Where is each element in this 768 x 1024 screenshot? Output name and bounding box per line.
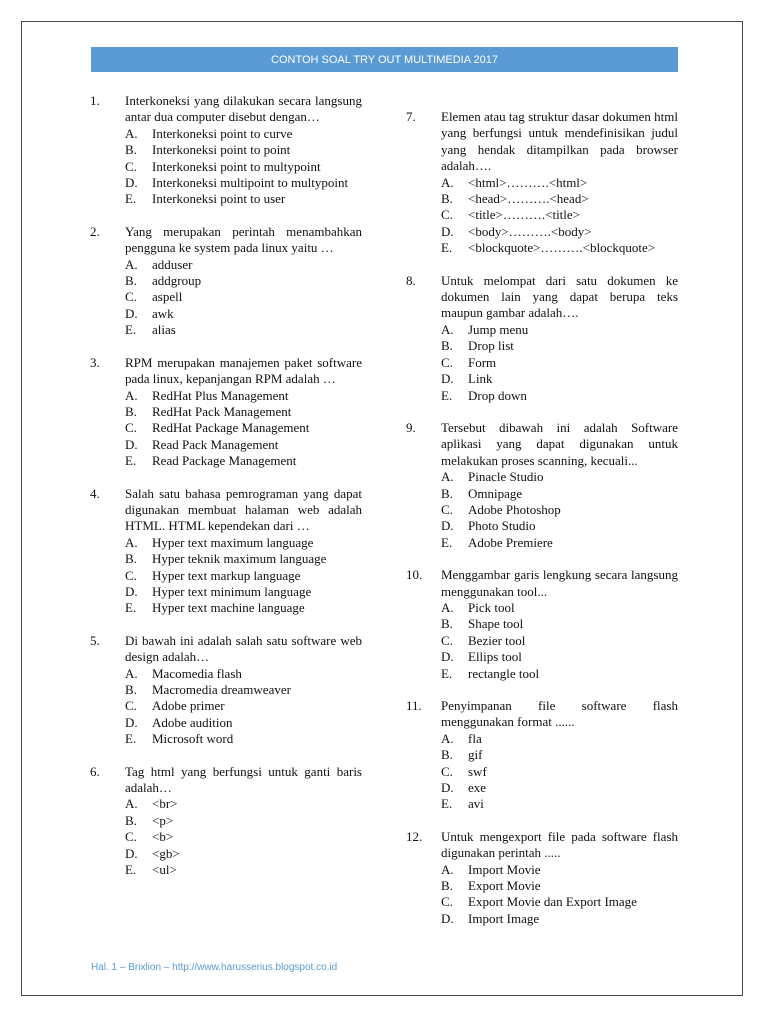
option-letter: D. [441, 780, 454, 796]
option-text: RedHat Pack Management [152, 403, 292, 419]
question-text: Untuk melompat dari satu dokumen ke dokumen lain yang dapat berupa teks maupun gambar adalah…. [441, 272, 678, 321]
question-text: Menggambar garis lengkung secara langsung menggunakan tool... [441, 567, 678, 599]
option-item [125, 191, 362, 207]
option-text: addgroup [152, 273, 202, 289]
option-letter: B. [125, 682, 137, 697]
option-item [441, 878, 678, 894]
option-text: <blockquote>……….<blockquote> [468, 240, 656, 256]
option-text: Interkoneksi multipoint to multypoint [152, 175, 349, 191]
option-item [441, 616, 678, 632]
option-letter: A. [441, 469, 454, 485]
option-text: Omnipage [468, 485, 523, 501]
question-number: 6. [90, 763, 100, 779]
option-item [125, 796, 362, 812]
option-letter: E. [125, 453, 137, 469]
option-letter: E. [125, 322, 137, 338]
option-item [441, 338, 678, 354]
options-list [441, 600, 678, 682]
option-item [125, 126, 362, 142]
question-5 [90, 633, 362, 748]
question-text: Yang merupakan perintah menambahkan pengguna ke system pada linux yaitu … [125, 223, 362, 256]
option-item [125, 388, 362, 404]
option-text: <b> [152, 829, 174, 845]
question-8 [406, 273, 678, 404]
option-item [441, 388, 678, 404]
question-number: 4. [90, 485, 100, 501]
option-item [441, 894, 678, 910]
option-item [125, 175, 362, 191]
option-letter: D. [441, 649, 454, 665]
option-letter: A. [125, 387, 138, 403]
option-item [441, 486, 678, 502]
question-number: 9. [406, 419, 416, 435]
option-letter: D. [125, 583, 138, 599]
option-item [125, 731, 362, 747]
options-list [125, 535, 362, 617]
option-text: <gb> [152, 845, 180, 861]
option-text: Macromedia dreamweaver [152, 682, 291, 697]
options-list [441, 469, 678, 551]
option-letter: A. [441, 174, 454, 190]
option-item [125, 666, 362, 682]
option-letter: B. [125, 551, 137, 567]
option-text: Pick tool [468, 599, 515, 615]
option-letter: A. [125, 125, 138, 141]
option-item [441, 796, 678, 812]
option-text: RedHat Package Management [152, 420, 310, 436]
option-letter: B. [125, 273, 137, 289]
option-text: Ellips tool [468, 649, 522, 665]
option-item [125, 682, 362, 698]
option-letter: C. [125, 420, 137, 436]
option-letter: B. [441, 616, 453, 632]
question-2 [90, 224, 362, 339]
option-letter: E. [125, 862, 137, 878]
option-text: avi [468, 796, 484, 812]
options-list [125, 666, 362, 748]
option-text: Shape tool [468, 616, 524, 632]
option-item [125, 715, 362, 731]
option-text: aspell [152, 289, 183, 305]
option-letter: C. [125, 567, 137, 583]
question-number: 7. [406, 109, 416, 124]
option-item [125, 584, 362, 600]
option-text: Import Image [468, 910, 540, 926]
option-item [441, 191, 678, 207]
option-item [125, 829, 362, 845]
option-text: Read Pack Management [152, 436, 279, 452]
option-text: Jump menu [468, 321, 529, 337]
option-text: Macomedia flash [152, 665, 242, 681]
option-text: Hyper text maximum language [152, 534, 314, 550]
option-letter: B. [441, 191, 453, 207]
question-text: Salah satu bahasa pemrograman yang dapat digunakan membuat halaman web adalah HTML. HTML kependekan dari … [125, 485, 362, 534]
option-text: Read Package Management [152, 453, 297, 469]
option-letter: B. [441, 485, 453, 501]
option-text: Adobe primer [152, 698, 225, 714]
option-item [125, 862, 362, 878]
option-text: gif [468, 747, 483, 763]
option-text: Drop down [468, 387, 527, 403]
option-text: <p> [152, 812, 174, 828]
option-item [125, 322, 362, 338]
option-letter: D. [125, 175, 138, 191]
options-list [441, 862, 678, 928]
option-item [125, 453, 362, 469]
option-text: <html>……….<html> [468, 174, 588, 190]
option-text: Bezier tool [468, 632, 526, 648]
option-item [125, 404, 362, 420]
question-text: RPM merupakan manajemen paket software pada linux, kepanjangan RPM adalah … [125, 354, 362, 387]
option-letter: C. [441, 501, 453, 517]
option-letter: C. [125, 158, 137, 174]
question-11 [406, 698, 678, 813]
option-text: exe [468, 780, 487, 796]
option-letter: C. [441, 354, 453, 370]
option-letter: D. [441, 518, 454, 534]
question-text: Tag html yang berfungsi untuk ganti baris adalah… [125, 763, 362, 796]
question-number: 10. [406, 567, 423, 583]
option-letter: A. [125, 534, 138, 550]
question-12 [406, 829, 678, 927]
question-9 [406, 420, 678, 551]
option-letter: B. [125, 812, 137, 828]
option-text: RedHat Plus Management [152, 387, 289, 403]
option-text: <br> [152, 796, 178, 812]
option-item [125, 437, 362, 453]
option-letter: B. [441, 338, 453, 354]
option-text: rectangle tool [468, 665, 540, 681]
option-text: Interkoneksi point to multypoint [152, 158, 321, 174]
option-text: fla [468, 730, 482, 746]
question-number: 1. [90, 93, 100, 108]
option-text: Link [468, 371, 493, 387]
question-3 [90, 355, 362, 470]
question-10 [406, 567, 678, 682]
option-text: Microsoft word [152, 731, 234, 747]
question-number: 5. [90, 632, 100, 648]
option-text: <ul> [152, 862, 177, 878]
option-item [441, 175, 678, 191]
option-letter: C. [125, 829, 137, 845]
option-item [125, 306, 362, 322]
option-letter: D. [441, 223, 454, 239]
option-item [441, 862, 678, 878]
option-item [441, 207, 678, 223]
option-item [441, 633, 678, 649]
option-item [125, 257, 362, 273]
question-number: 12. [406, 828, 423, 844]
option-letter: E. [441, 796, 453, 812]
question-7 [406, 109, 678, 257]
option-item [125, 551, 362, 567]
option-text: <title>……….<title> [468, 207, 581, 223]
option-letter: D. [441, 910, 454, 926]
option-letter: B. [441, 878, 453, 894]
option-text: <head>……….<head> [468, 191, 589, 207]
question-text: Tersebut dibawah ini adalah Software aplikasi yang dapat digunakan untuk melakukan proses scanning, kecuali... [441, 419, 678, 468]
option-letter: C. [441, 207, 453, 223]
option-item [125, 289, 362, 305]
option-item [441, 502, 678, 518]
option-letter: B. [125, 142, 137, 158]
option-letter: B. [125, 403, 137, 419]
option-item [125, 698, 362, 714]
option-letter: A. [441, 321, 454, 337]
option-letter: C. [125, 289, 137, 305]
option-item [441, 371, 678, 387]
option-item [441, 666, 678, 682]
option-item [441, 469, 678, 485]
option-text: Export Movie dan Export Image [468, 894, 637, 910]
options-list [125, 126, 362, 208]
option-letter: C. [441, 632, 453, 648]
option-text: Adobe Photoshop [468, 501, 561, 517]
option-letter: D. [125, 714, 138, 730]
option-item [441, 600, 678, 616]
option-letter: C. [441, 763, 453, 779]
option-item [441, 780, 678, 796]
option-item [441, 322, 678, 338]
option-item [441, 747, 678, 763]
option-text: Adobe audition [152, 714, 233, 730]
left-column [90, 93, 362, 894]
option-item [441, 731, 678, 747]
option-text: Pinacle Studio [468, 469, 544, 485]
option-item [441, 518, 678, 534]
option-item [125, 535, 362, 551]
option-letter: A. [125, 256, 138, 272]
option-letter: A. [441, 861, 454, 877]
question-text: Di bawah ini adalah salah satu software web design adalah… [125, 632, 362, 665]
question-text: Interkoneksi yang dilakukan secara langsung antar dua computer disebut dengan… [125, 93, 362, 125]
question-4 [90, 486, 362, 617]
option-letter: D. [125, 436, 138, 452]
option-letter: E. [441, 534, 453, 550]
option-text: awk [152, 305, 174, 321]
question-number: 3. [90, 354, 100, 370]
question-number: 11. [406, 698, 422, 713]
document-title: CONTOH SOAL TRY OUT MULTIMEDIA 2017 [91, 47, 678, 72]
option-letter: A. [125, 796, 138, 812]
question-number: 8. [406, 272, 416, 288]
option-text: Drop list [468, 338, 514, 354]
option-letter: A. [441, 599, 454, 615]
option-item [441, 911, 678, 927]
option-letter: E. [441, 240, 453, 256]
option-item [125, 813, 362, 829]
option-letter: D. [441, 371, 454, 387]
options-list [441, 322, 678, 404]
option-item [125, 159, 362, 175]
option-text: Photo Studio [468, 518, 536, 534]
option-letter: C. [125, 698, 137, 714]
option-letter: E. [125, 191, 137, 207]
option-letter: B. [441, 747, 453, 763]
option-item [441, 535, 678, 551]
options-list [441, 731, 678, 813]
option-letter: E. [125, 600, 137, 616]
question-text: Penyimpanan file software flash menggunakan format ...... [441, 698, 678, 730]
option-item [125, 273, 362, 289]
option-item [441, 355, 678, 371]
option-letter: C. [441, 894, 453, 910]
question-text: Untuk mengexport file pada software flash digunakan perintah ..... [441, 828, 678, 861]
option-letter: E. [441, 387, 453, 403]
option-text: swf [468, 763, 487, 779]
option-text: Hyper text markup language [152, 567, 301, 583]
options-list [125, 388, 362, 470]
option-text: adduser [152, 256, 193, 272]
option-text: Interkoneksi point to point [152, 142, 291, 158]
option-text: Interkoneksi point to curve [152, 125, 293, 141]
options-list [125, 796, 362, 878]
right-column [406, 109, 678, 943]
option-text: Interkoneksi point to user [152, 191, 286, 207]
option-text: Adobe Premiere [468, 534, 553, 550]
options-list [125, 257, 362, 339]
option-text: Export Movie [468, 878, 541, 894]
option-text: alias [152, 322, 176, 338]
option-item [125, 846, 362, 862]
option-item [125, 420, 362, 436]
option-letter: E. [441, 665, 453, 681]
option-item [441, 764, 678, 780]
question-6 [90, 764, 362, 879]
question-text: Elemen atau tag struktur dasar dokumen html yang berfungsi untuk mendefinisikan judul yang hendak ditampilkan pada browser adalah…. [441, 109, 678, 174]
option-item [125, 568, 362, 584]
option-letter: A. [125, 665, 138, 681]
option-letter: D. [125, 305, 138, 321]
option-text: Hyper text machine language [152, 600, 305, 616]
option-letter: A. [441, 730, 454, 746]
page-footer: Hal. 1 – Brixlion – http://www.harusserius.blogspot.co.id [91, 962, 338, 973]
option-letter: E. [125, 731, 137, 747]
option-text: Hyper text minimum language [152, 583, 312, 599]
option-text: Hyper teknik maximum language [152, 551, 327, 567]
option-text: <body>……….<body> [468, 223, 592, 239]
option-text: Form [468, 354, 497, 370]
options-list [441, 175, 678, 257]
option-item [441, 240, 678, 256]
question-number: 2. [90, 223, 100, 239]
option-item [441, 224, 678, 240]
question-1 [90, 93, 362, 208]
option-item [441, 649, 678, 665]
option-item [125, 600, 362, 616]
option-item [125, 142, 362, 158]
option-text: Import Movie [468, 861, 541, 877]
option-letter: D. [125, 845, 138, 861]
